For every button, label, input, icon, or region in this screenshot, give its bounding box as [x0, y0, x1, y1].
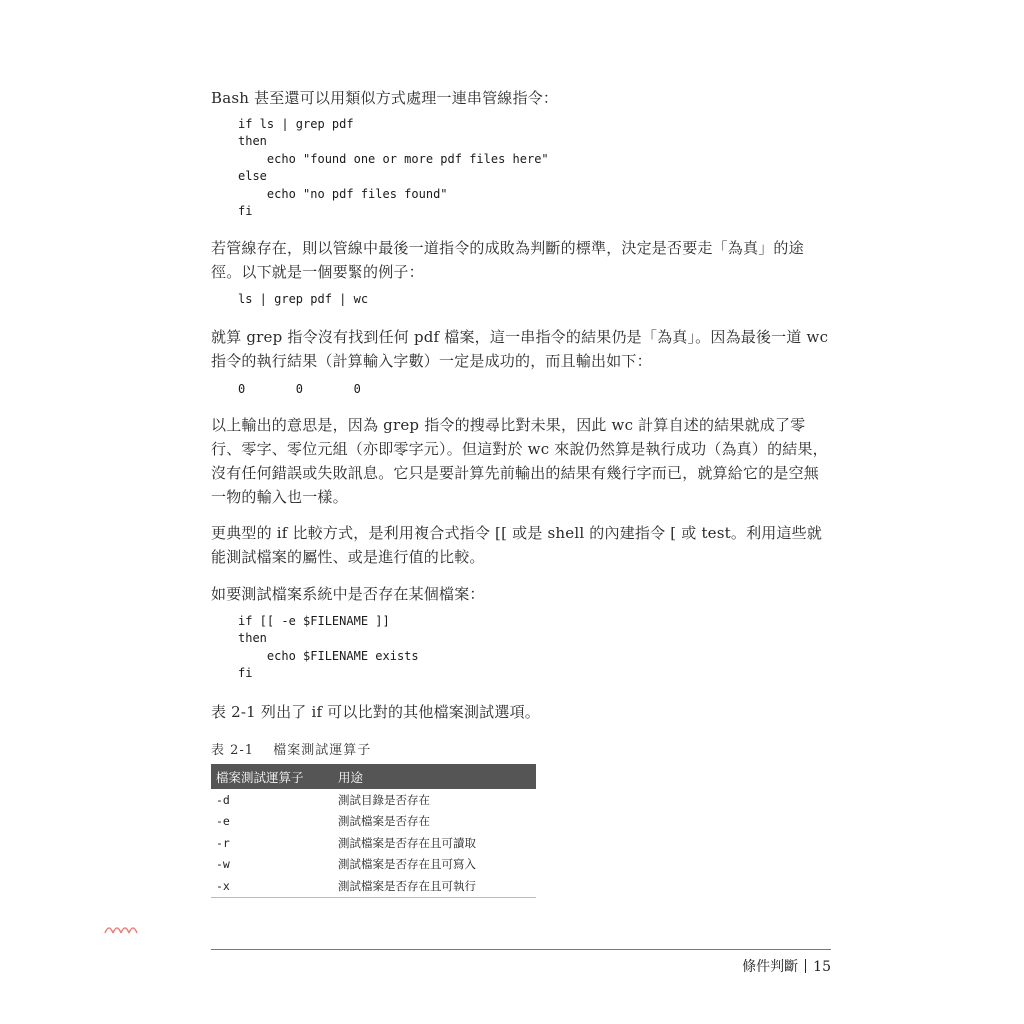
paragraph-grep-true: 就算 grep 指令沒有找到任何 pdf 檔案，這一串指令的結果仍是「為真」。因為最後一道 wc 指令的執行結果（計算輸入字數）一定是成功的，而且輸出如下：: [211, 328, 829, 370]
paragraph-table-ref: 表 2-1 列出了 if 可以比對的其他檔案測試選項。: [211, 703, 540, 721]
table-row: [211, 854, 536, 876]
code-block-wc-example: ls | grep pdf | wc: [238, 292, 369, 306]
code-block-wc-output: 0 0 0: [238, 382, 361, 396]
footer-divider: [211, 949, 831, 950]
table-cell-purpose: 測試目錄是否存在: [338, 792, 430, 807]
table-row: [211, 875, 536, 897]
table-cell-operator: -r: [216, 835, 230, 850]
footer-separator: [805, 959, 806, 973]
page-footer: [742, 956, 831, 976]
page-number: 15: [813, 959, 831, 975]
table-cell-purpose: 測試檔案是否存在且可執行: [333, 875, 536, 897]
table-row: [211, 789, 536, 811]
table-header-operator: 檔案測試運算子: [211, 764, 333, 789]
table-cell-operator: -e: [216, 814, 230, 829]
paragraph-if-comparison: 更典型的 if 比較方式，是利用複合式指令 [[ 或是 shell 的內建指令 [ 或 test。利用這些就能測試檔案的屬性、或是進行值的比較。: [211, 524, 823, 566]
paragraph-file-test: 如要測試檔案系統中是否存在某個檔案：: [211, 585, 485, 603]
table-row: [211, 832, 536, 854]
table-header-purpose: 用途: [333, 764, 536, 789]
table-header-row: [211, 764, 536, 789]
publisher-logo-icon: [104, 922, 140, 934]
paragraph-output-meaning: 以上輸出的意思是，因為 grep 指令的搜尋比對未果，因此 wc 計算自述的結果就成了零行、零字、零位元組（亦即零字元）。但這對於 wc 來說仍然算是執行成功（為真）的結果，沒有任何錯誤或失敗訊息。它只是要計算先前輸出的結果有幾行字而已，就算給它的是空無一物的輸入也一樣。: [211, 416, 828, 506]
code-block-file-exists: if [[ -e $FILENAME ]] then echo $FILENAME exists fi: [238, 614, 419, 681]
table-caption: [211, 739, 371, 758]
table-row: [211, 811, 536, 833]
table-cell-purpose: 測試檔案是否存在且可讀取: [338, 835, 476, 850]
table-cell-operator: -w: [216, 857, 230, 872]
table-cell-operator: -x: [211, 875, 333, 897]
table-cell-operator: -d: [216, 792, 230, 807]
paragraph-pipeline-intro: Bash 甚至還可以用類似方式處理一連串管線指令：: [211, 89, 559, 107]
paragraph-pipeline-rule: 若管線存在，則以管線中最後一道指令的成敗為判斷的標準，決定是否要走「為真」的途徑。以下就是一個要緊的例子：: [211, 239, 804, 281]
table-caption-title: 檔案測試運算子: [273, 743, 372, 758]
footer-chapter-title: 條件判斷: [742, 959, 799, 975]
code-block-if-pipeline: if ls | grep pdf then echo "found one or more pdf files here" else echo "no pdf files found" fi: [238, 117, 549, 219]
table-cell-purpose: 測試檔案是否存在且可寫入: [338, 857, 476, 872]
table-caption-number: 表 2-1: [211, 743, 255, 758]
table-cell-purpose: 測試檔案是否存在: [338, 814, 430, 829]
file-test-operators-table: [211, 764, 536, 898]
